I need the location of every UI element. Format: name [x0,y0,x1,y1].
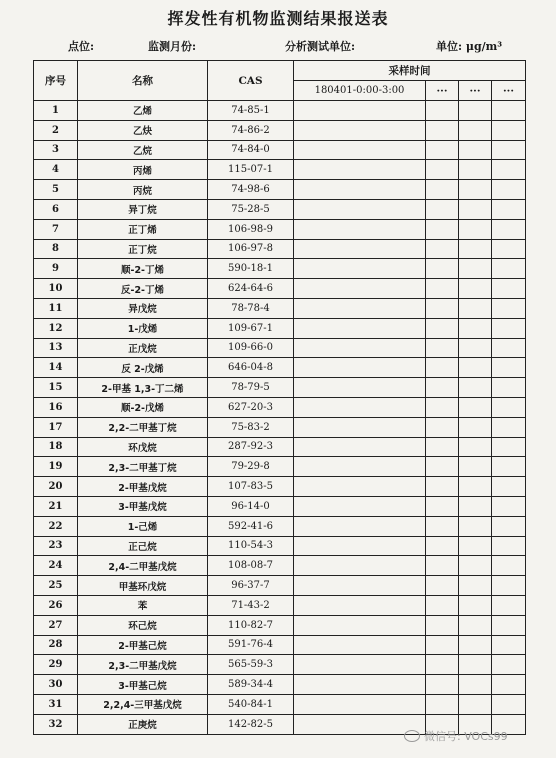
value-cell[interactable] [492,338,526,358]
row-number: 11 [34,298,78,318]
value-cell[interactable] [492,219,526,239]
row-number: 30 [34,675,78,695]
value-cell[interactable] [426,655,459,675]
value-cell[interactable] [492,180,526,200]
cas-number: 110-82-7 [208,615,294,635]
value-cell[interactable] [459,595,492,615]
value-cell[interactable] [426,101,459,121]
value-cell[interactable] [426,180,459,200]
value-cell[interactable] [459,160,492,180]
value-cell[interactable] [426,595,459,615]
cas-number: 646-04-8 [208,358,294,378]
value-cell[interactable] [459,437,492,457]
cas-number: 96-14-0 [208,496,294,516]
value-cell[interactable] [294,378,426,398]
cas-number: 540-84-1 [208,694,294,714]
value-cell[interactable] [459,477,492,497]
value-cell[interactable] [492,358,526,378]
row-number: 23 [34,536,78,556]
row-number: 19 [34,457,78,477]
compound-name: 乙烯 [78,101,208,121]
row-number: 15 [34,378,78,398]
value-cell[interactable] [294,279,426,299]
value-cell[interactable] [294,140,426,160]
value-cell[interactable] [459,239,492,259]
value-cell[interactable] [492,160,526,180]
value-cell[interactable] [426,298,459,318]
row-number: 10 [34,279,78,299]
compound-name: 苯 [78,595,208,615]
value-cell[interactable] [492,615,526,635]
row-number: 13 [34,338,78,358]
value-cell[interactable] [294,219,426,239]
value-cell[interactable] [426,199,459,219]
table-row [34,694,526,714]
row-number: 16 [34,397,78,417]
table-row [34,338,526,358]
cas-number: 74-85-1 [208,101,294,121]
value-cell[interactable] [294,160,426,180]
table-row [34,635,526,655]
value-cell[interactable] [294,437,426,457]
compound-name: 3-甲基己烷 [78,675,208,695]
value-cell[interactable] [459,279,492,299]
value-cell[interactable] [459,675,492,695]
wechat-icon [404,730,420,742]
value-cell[interactable] [459,556,492,576]
table-row [34,477,526,497]
row-number: 25 [34,576,78,596]
value-cell[interactable] [294,397,426,417]
compound-name: 顺-2-戊烯 [78,397,208,417]
row-number: 18 [34,437,78,457]
unit-label: 单位: μg/m³ [436,40,503,53]
cas-number: 592-41-6 [208,516,294,536]
cas-number: 74-84-0 [208,140,294,160]
value-cell[interactable] [426,635,459,655]
value-cell[interactable] [492,318,526,338]
compound-name: 乙烷 [78,140,208,160]
value-cell[interactable] [294,259,426,279]
value-cell[interactable] [459,140,492,160]
row-number: 8 [34,239,78,259]
value-cell[interactable] [492,437,526,457]
watermark-text: 微信号: VOCs99 [424,730,508,743]
value-cell[interactable] [459,358,492,378]
compound-name: 异丁烷 [78,199,208,219]
value-cell[interactable] [294,298,426,318]
value-cell[interactable] [492,378,526,398]
compound-name: 反 2-戊烯 [78,358,208,378]
month-label: 监测月份: [148,40,197,53]
cas-number: 591-76-4 [208,635,294,655]
point-label: 点位: [68,40,95,53]
cas-number: 79-29-8 [208,457,294,477]
value-cell[interactable] [294,675,426,695]
row-number: 28 [34,635,78,655]
value-cell[interactable] [294,595,426,615]
value-cell[interactable] [294,635,426,655]
value-cell[interactable] [426,437,459,457]
row-number: 32 [34,714,78,734]
cas-number: 78-78-4 [208,298,294,318]
value-cell[interactable] [426,160,459,180]
row-number: 5 [34,180,78,200]
table-row [34,516,526,536]
seq-header: 序号 [34,61,78,101]
row-number: 3 [34,140,78,160]
table-row [34,397,526,417]
value-cell[interactable] [459,635,492,655]
value-cell[interactable] [492,457,526,477]
row-number: 29 [34,655,78,675]
cas-number: 110-54-3 [208,536,294,556]
compound-name: 异戊烷 [78,298,208,318]
value-cell[interactable] [294,120,426,140]
value-cell[interactable] [492,477,526,497]
value-cell[interactable] [459,338,492,358]
cas-number: 142-82-5 [208,714,294,734]
table-row [34,417,526,437]
value-cell[interactable] [426,556,459,576]
cas-number: 109-66-0 [208,338,294,358]
value-cell[interactable] [426,536,459,556]
compound-name: 反-2-丁烯 [78,279,208,299]
table-row [34,655,526,675]
value-cell[interactable] [294,239,426,259]
value-cell[interactable] [459,298,492,318]
page-title: 挥发性有机物监测结果报送表 [167,9,389,28]
cas-number: 589-34-4 [208,675,294,695]
table-row [34,120,526,140]
value-cell[interactable] [459,576,492,596]
value-cell[interactable] [294,477,426,497]
ellipsis-header: ··· [426,81,459,101]
compound-name: 正戊烷 [78,338,208,358]
compound-name: 正丁烯 [78,219,208,239]
value-cell[interactable] [492,556,526,576]
cas-number: 106-97-8 [208,239,294,259]
compound-name: 2-甲基 1,3-丁二烯 [78,378,208,398]
compound-name: 1-戊烯 [78,318,208,338]
value-cell[interactable] [492,279,526,299]
value-cell[interactable] [426,576,459,596]
ellipsis-header: ··· [492,81,526,101]
compound-name: 甲基环戊烷 [78,576,208,596]
value-cell[interactable] [492,536,526,556]
compound-name: 正己烷 [78,536,208,556]
value-cell[interactable] [294,318,426,338]
value-cell[interactable] [492,496,526,516]
row-number: 17 [34,417,78,437]
value-cell[interactable] [492,259,526,279]
compound-name: 2-甲基己烷 [78,635,208,655]
value-cell[interactable] [426,378,459,398]
value-cell[interactable] [294,101,426,121]
results-table [33,60,526,735]
compound-name: 正庚烷 [78,714,208,734]
row-number: 21 [34,496,78,516]
table-row [34,675,526,695]
value-cell[interactable] [459,199,492,219]
value-cell[interactable] [492,298,526,318]
cas-number: 590-18-1 [208,259,294,279]
compound-name: 乙炔 [78,120,208,140]
value-cell[interactable] [426,318,459,338]
cas-number: 287-92-3 [208,437,294,457]
value-cell[interactable] [426,477,459,497]
value-cell[interactable] [459,417,492,437]
cas-number: 96-37-7 [208,576,294,596]
row-number: 9 [34,259,78,279]
value-cell[interactable] [426,338,459,358]
sampling-time-header: 采样时间 [294,61,526,81]
name-header: 名称 [78,61,208,101]
cas-number: 624-64-6 [208,279,294,299]
row-number: 2 [34,120,78,140]
value-cell[interactable] [492,595,526,615]
value-cell[interactable] [492,199,526,219]
value-cell[interactable] [459,516,492,536]
compound-name: 丙烯 [78,160,208,180]
cas-header: CAS [208,61,294,101]
value-cell[interactable] [294,199,426,219]
cas-number: 106-98-9 [208,219,294,239]
row-number: 14 [34,358,78,378]
table-row [34,496,526,516]
value-cell[interactable] [459,655,492,675]
time-slot-header: 180401-0:00-3:00 [294,81,426,101]
row-number: 22 [34,516,78,536]
value-cell[interactable] [294,338,426,358]
row-number: 31 [34,694,78,714]
cas-number: 565-59-3 [208,655,294,675]
table-row [34,180,526,200]
table-row [34,536,526,556]
cas-number: 75-28-5 [208,199,294,219]
value-cell[interactable] [294,655,426,675]
value-cell[interactable] [426,397,459,417]
value-cell[interactable] [492,120,526,140]
value-cell[interactable] [426,120,459,140]
compound-name: 2,4-二甲基戊烷 [78,556,208,576]
value-cell[interactable] [294,536,426,556]
row-number: 20 [34,477,78,497]
value-cell[interactable] [459,694,492,714]
cas-number: 627-20-3 [208,397,294,417]
value-cell[interactable] [294,576,426,596]
compound-name: 2-甲基戊烷 [78,477,208,497]
table-row [34,615,526,635]
row-number: 1 [34,101,78,121]
value-cell[interactable] [294,180,426,200]
table-row [34,160,526,180]
cas-number: 75-83-2 [208,417,294,437]
value-cell[interactable] [294,417,426,437]
cas-number: 109-67-1 [208,318,294,338]
value-cell[interactable] [294,615,426,635]
table-row [34,298,526,318]
row-number: 26 [34,595,78,615]
compound-name: 环己烷 [78,615,208,635]
value-cell[interactable] [492,694,526,714]
table-row [34,140,526,160]
value-cell[interactable] [426,219,459,239]
row-number: 4 [34,160,78,180]
value-cell[interactable] [459,318,492,338]
cas-number: 115-07-1 [208,160,294,180]
value-cell[interactable] [294,516,426,536]
value-cell[interactable] [492,655,526,675]
value-cell[interactable] [294,694,426,714]
value-cell[interactable] [426,417,459,437]
value-cell[interactable] [459,397,492,417]
compound-name: 2,2,4-三甲基戊烷 [78,694,208,714]
table-row [34,219,526,239]
compound-name: 正丁烷 [78,239,208,259]
value-cell[interactable] [492,635,526,655]
value-cell[interactable] [492,516,526,536]
table-row [34,595,526,615]
table-row [34,239,526,259]
table-row [34,556,526,576]
value-cell[interactable] [459,120,492,140]
table-row [34,101,526,121]
cas-number: 74-98-6 [208,180,294,200]
table-row [34,318,526,338]
compound-name: 丙烷 [78,180,208,200]
value-cell[interactable] [492,140,526,160]
value-cell[interactable] [426,516,459,536]
table-row [34,378,526,398]
ellipsis-header: ··· [459,81,492,101]
value-cell[interactable] [459,259,492,279]
cas-number: 71-43-2 [208,595,294,615]
row-number: 7 [34,219,78,239]
compound-name: 2,3-二甲基戊烷 [78,655,208,675]
value-cell[interactable] [426,279,459,299]
cas-number: 107-83-5 [208,477,294,497]
table-row [34,279,526,299]
value-cell[interactable] [426,615,459,635]
watermark [404,728,508,744]
value-cell[interactable] [294,358,426,378]
compound-name: 2,3-二甲基丁烷 [78,457,208,477]
value-cell[interactable] [492,101,526,121]
value-cell[interactable] [426,259,459,279]
lab-label: 分析测试单位: [285,40,356,53]
row-number: 24 [34,556,78,576]
value-cell[interactable] [426,694,459,714]
value-cell[interactable] [459,180,492,200]
value-cell[interactable] [492,397,526,417]
row-number: 12 [34,318,78,338]
value-cell[interactable] [459,536,492,556]
cas-number: 74-86-2 [208,120,294,140]
table-row [34,259,526,279]
table-row [34,437,526,457]
value-cell[interactable] [459,615,492,635]
value-cell[interactable] [492,417,526,437]
compound-name: 2,2-二甲基丁烷 [78,417,208,437]
cas-number: 108-08-7 [208,556,294,576]
value-cell[interactable] [492,675,526,695]
value-cell[interactable] [459,457,492,477]
row-number: 27 [34,615,78,635]
value-cell[interactable] [492,239,526,259]
value-cell[interactable] [426,457,459,477]
cas-number: 78-79-5 [208,378,294,398]
value-cell[interactable] [459,101,492,121]
value-cell[interactable] [426,140,459,160]
value-cell[interactable] [426,496,459,516]
table-row [34,358,526,378]
value-cell[interactable] [459,219,492,239]
compound-name: 3-甲基戊烷 [78,496,208,516]
value-cell[interactable] [294,496,426,516]
value-cell[interactable] [426,675,459,695]
compound-name: 1-己烯 [78,516,208,536]
table-row [34,576,526,596]
value-cell[interactable] [294,457,426,477]
value-cell[interactable] [459,378,492,398]
row-number: 6 [34,199,78,219]
value-cell[interactable] [459,496,492,516]
table-row [34,199,526,219]
table-row [34,457,526,477]
compound-name: 顺-2-丁烯 [78,259,208,279]
value-cell[interactable] [426,239,459,259]
value-cell[interactable] [426,358,459,378]
value-cell[interactable] [294,556,426,576]
compound-name: 环戊烷 [78,437,208,457]
value-cell[interactable] [492,576,526,596]
